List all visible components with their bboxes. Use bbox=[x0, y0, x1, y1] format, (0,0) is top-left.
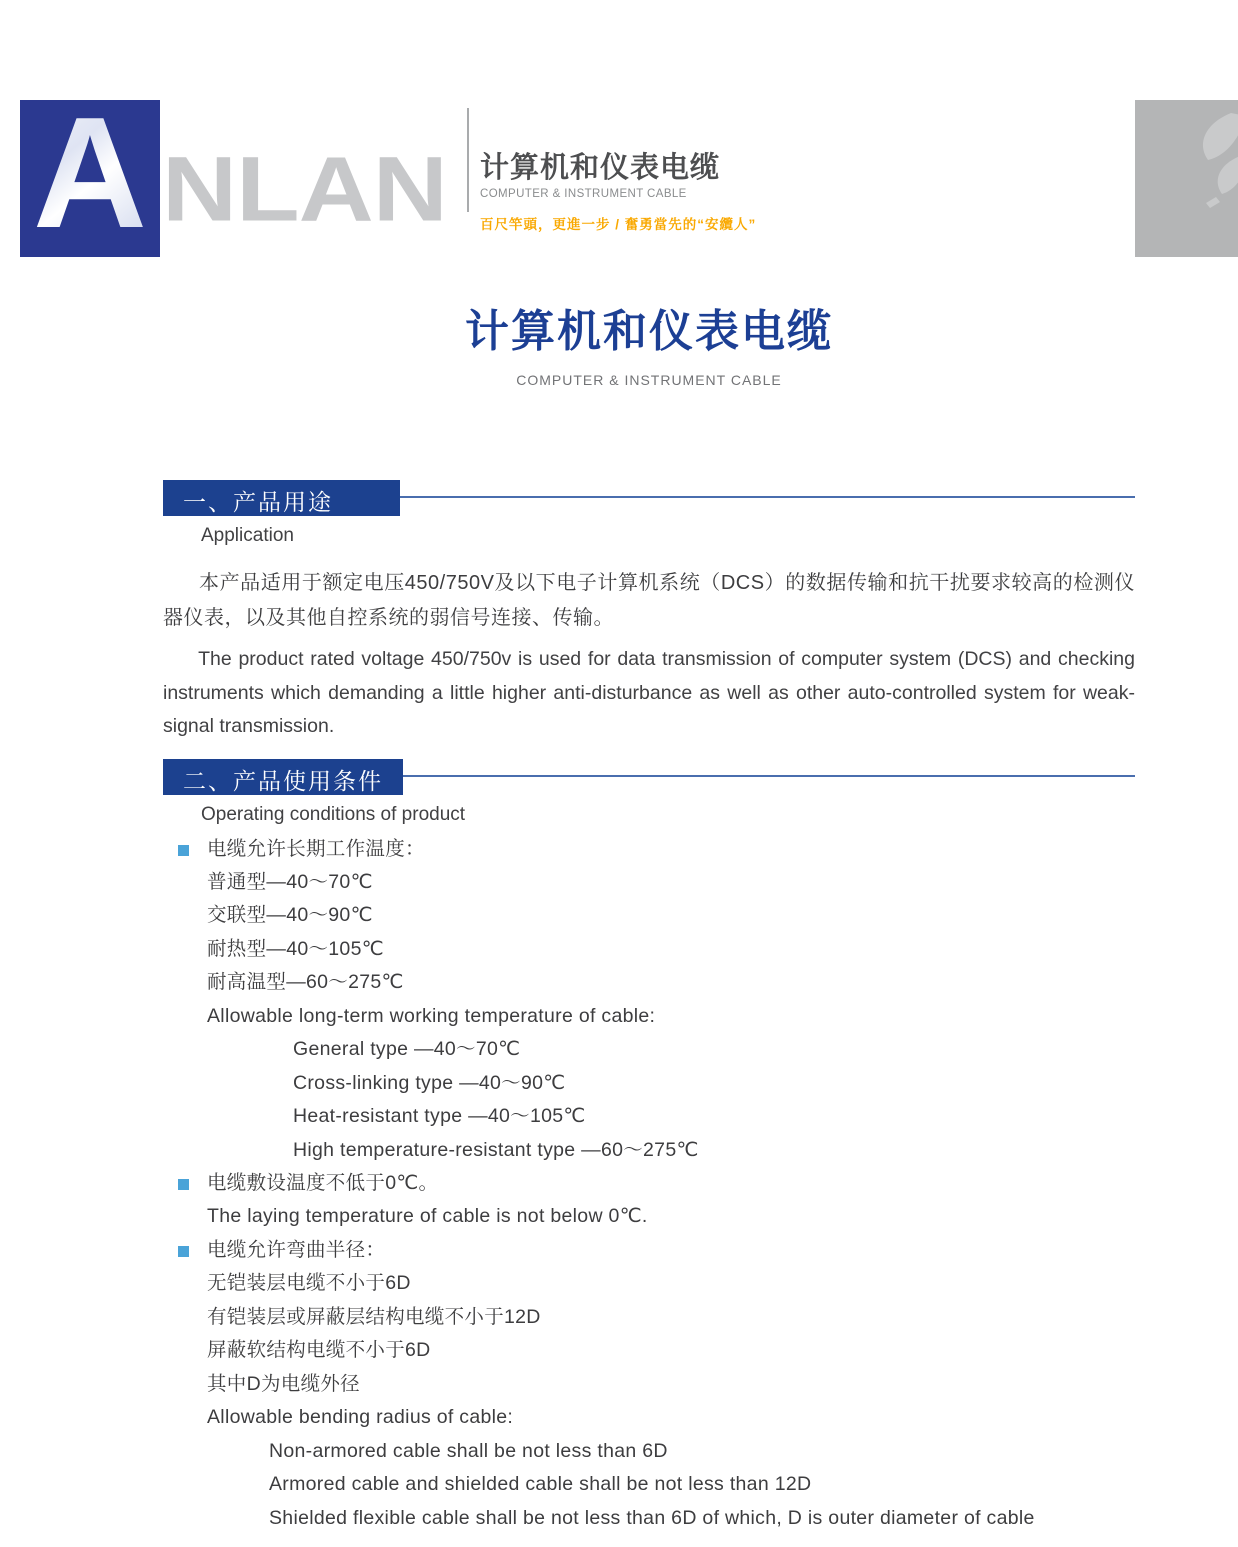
bullet-square-icon bbox=[178, 1179, 189, 1190]
section-2-heading bbox=[163, 759, 1135, 795]
list-item-text: Armored cable and shielded cable shall be not less than 12D bbox=[269, 1473, 812, 1496]
list-item-text: 耐热型—40～105℃ bbox=[207, 937, 384, 960]
list-item bbox=[163, 1234, 1135, 1267]
list-item bbox=[163, 1167, 1135, 1200]
list-item bbox=[163, 1401, 1135, 1434]
list-item bbox=[163, 899, 1135, 932]
logo-wordmark: NLAN bbox=[162, 138, 447, 241]
list-item-text: The laying temperature of cable is not below 0℃. bbox=[207, 1205, 648, 1228]
logo-a-letter: A bbox=[32, 84, 148, 261]
list-item bbox=[163, 1468, 1135, 1501]
list-item-text: High temperature-resistant type —60～275℃ bbox=[293, 1138, 699, 1161]
application-paragraph-cn: 本产品适用于额定电压450/750V及以下电子计算机系统（DCS）的数据传输和抗干扰要求较高的检测仪器仪表，以及其他自控系统的弱信号连接、传输。 bbox=[163, 572, 1135, 629]
list-item-text: Non-armored cable shall be not less than 6D bbox=[269, 1439, 668, 1462]
list-item-text: 有铠装层或屏蔽层结构电缆不小于12D bbox=[207, 1305, 541, 1328]
bullet-square-icon bbox=[178, 845, 189, 856]
list-item bbox=[163, 1368, 1135, 1401]
list-item bbox=[163, 1267, 1135, 1300]
list-item bbox=[163, 1100, 1135, 1133]
list-item bbox=[163, 1134, 1135, 1167]
list-item-text: 普通型—40～70℃ bbox=[207, 870, 373, 893]
list-item bbox=[163, 866, 1135, 899]
operating-conditions-list bbox=[163, 833, 1135, 1536]
section-2-heading-en: Operating conditions of product bbox=[201, 803, 466, 825]
page-title-en: COMPUTER & INSTRUMENT CABLE bbox=[516, 372, 782, 388]
list-item-text: 无铠装层电缆不小于6D bbox=[207, 1272, 411, 1295]
section-2-heading-box: 二、产品使用条件 bbox=[163, 759, 403, 795]
list-item-text: Allowable bending radius of cable: bbox=[207, 1406, 514, 1429]
list-item-text: General type —40～70℃ bbox=[293, 1038, 521, 1061]
list-item-text: 屏蔽软结构电缆不小于6D bbox=[207, 1339, 431, 1362]
list-item-text: 耐高温型—60～275℃ bbox=[207, 971, 404, 994]
list-item bbox=[163, 833, 1135, 866]
list-item-text: Allowable long-term working temperature of cable: bbox=[207, 1004, 656, 1027]
list-item bbox=[163, 1334, 1135, 1367]
list-item-text: 电缆允许弯曲半径： bbox=[207, 1238, 386, 1261]
section-1-heading bbox=[163, 480, 1135, 516]
list-item bbox=[163, 1000, 1135, 1033]
list-item bbox=[163, 1033, 1135, 1066]
list-item-text: Heat-resistant type —40～105℃ bbox=[293, 1105, 586, 1128]
section-1-heading-box: 一、产品用途 bbox=[163, 480, 400, 516]
list-item bbox=[163, 966, 1135, 999]
header-slogan: 百尺竿頭，更進一步 / 奮勇當先的“安纜人” bbox=[480, 217, 757, 232]
page-title-cn: 计算机和仪表电缆 bbox=[465, 307, 833, 356]
bullet-square-icon bbox=[178, 1246, 189, 1257]
list-item-text: 其中D为电缆外径 bbox=[207, 1372, 360, 1395]
application-paragraph-en: The product rated voltage 450/750v is used for data transmission of computer system (DCS) and checking instruments which demanding a little higher anti-disturbance as well as other auto-controlled system for weak-signal transmission. bbox=[163, 648, 1135, 737]
list-item-text: 电缆敷设温度不低于0℃。 bbox=[207, 1172, 439, 1195]
list-item-text: Cross-linking type —40～90℃ bbox=[293, 1071, 566, 1094]
list-item bbox=[163, 1067, 1135, 1100]
header-product-name-en: COMPUTER & INSTRUMENT CABLE bbox=[480, 188, 687, 200]
header-product-name-cn: 计算机和仪表电缆 bbox=[480, 152, 721, 184]
list-item bbox=[163, 1502, 1135, 1535]
section-1-heading-en: Application bbox=[201, 525, 294, 546]
list-item-text: Shielded flexible cable shall be not less than 6D of which, D is outer diameter of cable bbox=[269, 1506, 1035, 1529]
list-item bbox=[163, 1200, 1135, 1233]
list-item bbox=[163, 1301, 1135, 1334]
list-item bbox=[163, 1435, 1135, 1468]
list-item-text: 电缆允许长期工作温度： bbox=[207, 837, 425, 860]
list-item-text: 交联型—40～90℃ bbox=[207, 904, 373, 927]
list-item bbox=[163, 933, 1135, 966]
